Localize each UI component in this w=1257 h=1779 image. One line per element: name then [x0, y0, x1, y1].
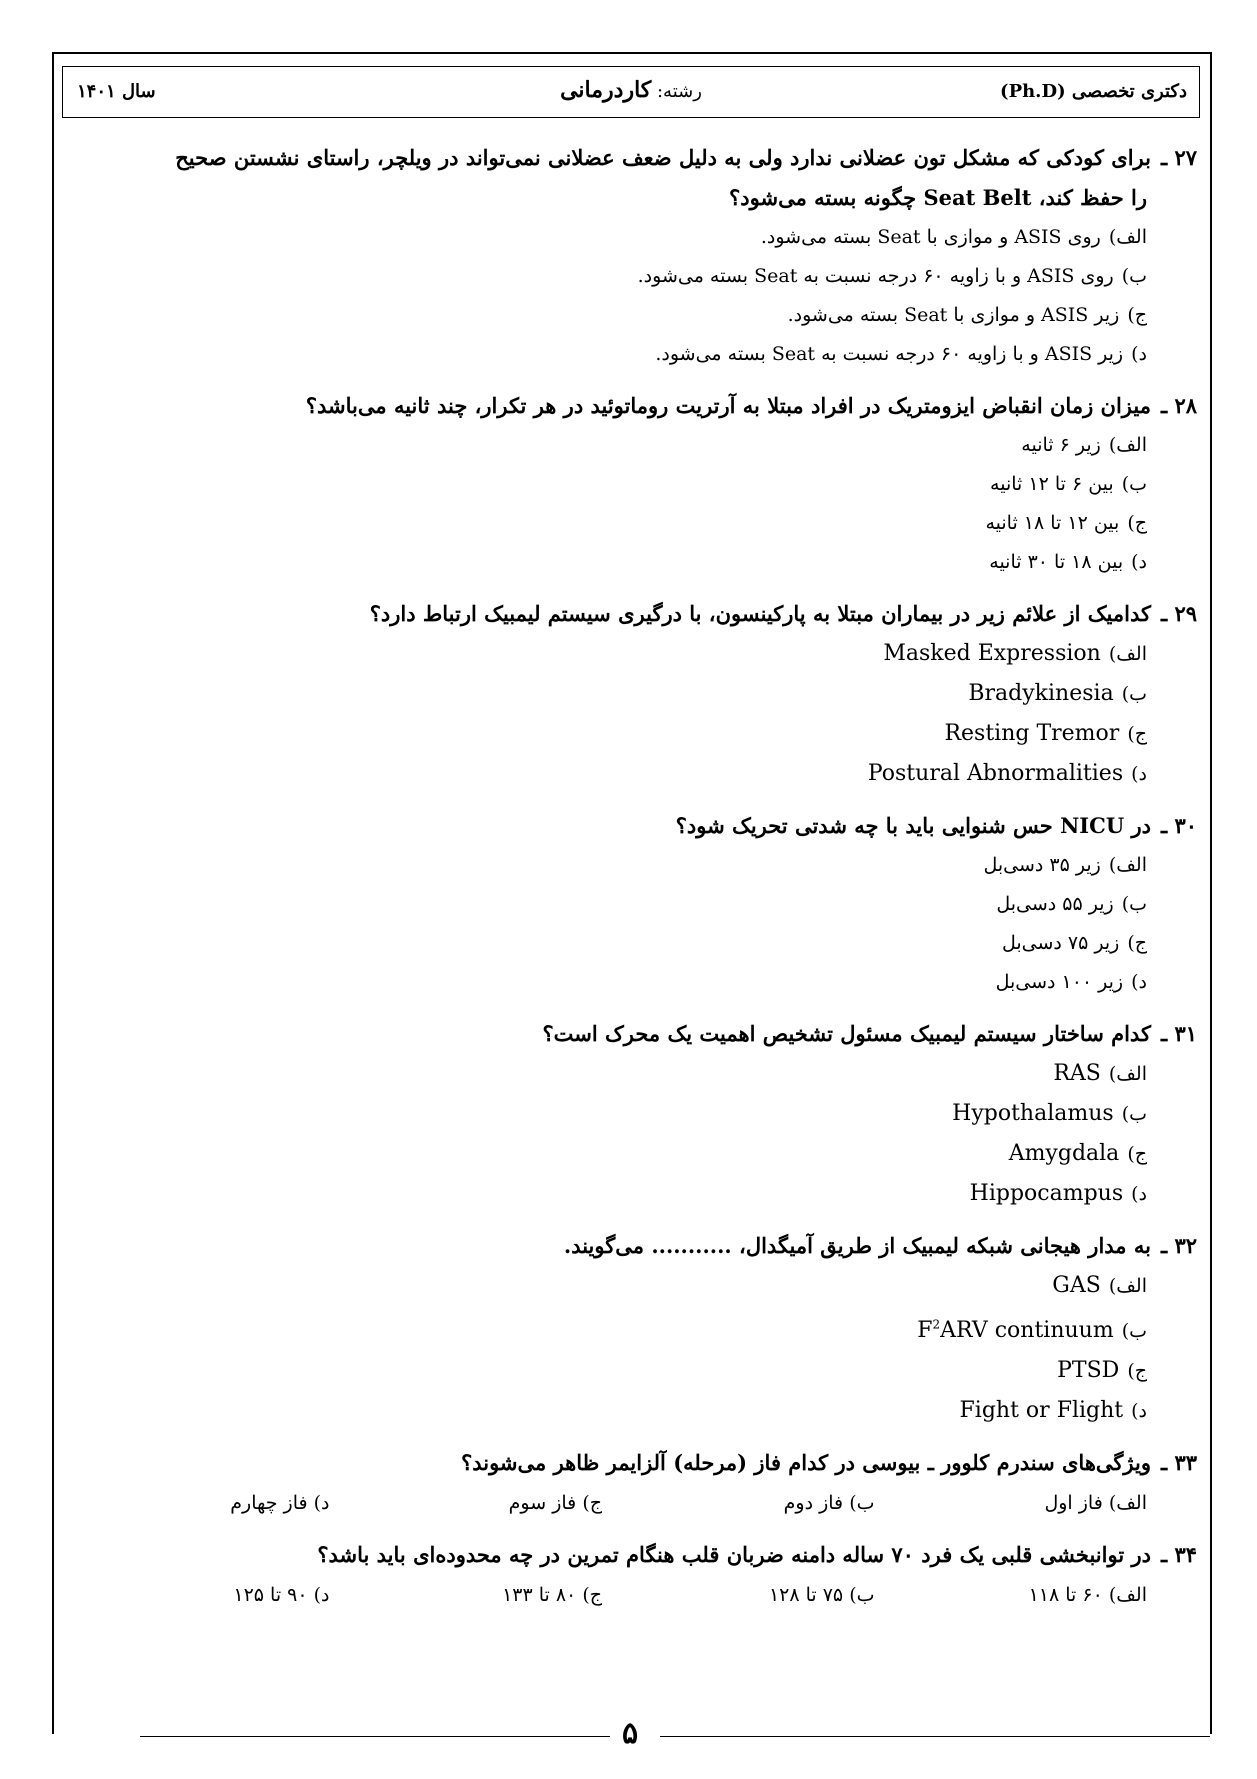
option-c[interactable] — [330, 1483, 603, 1523]
option-text — [917, 1318, 1113, 1343]
question-stem — [57, 1443, 1197, 1483]
option-text: Masked Expression — [883, 641, 1101, 666]
option-label: ج) — [1127, 512, 1147, 534]
option-d[interactable] — [57, 754, 1147, 794]
question-number: ۳۳ ـ — [1160, 1450, 1197, 1476]
question-stem — [57, 1014, 1197, 1054]
option-a[interactable] — [57, 218, 1147, 257]
option-text: فاز چهارم — [230, 1492, 308, 1515]
option-label: الف) — [1108, 643, 1147, 665]
option-text: زیر ASIS و موازی با Seat بسته می‌شود. — [787, 304, 1120, 326]
option-label: د) — [1131, 551, 1147, 573]
option-a[interactable] — [57, 1054, 1147, 1094]
option-b[interactable] — [57, 257, 1147, 296]
option-d[interactable] — [57, 1391, 1147, 1431]
option-b[interactable] — [57, 465, 1147, 504]
option-label: الف) — [1108, 1584, 1147, 1607]
option-label: ب) — [1121, 265, 1147, 287]
option-label: د) — [1131, 1400, 1147, 1423]
option-text: روی ASIS و با زاویه ۶۰ درجه نسبت به Seat بسته می‌شود. — [637, 265, 1114, 287]
field-of-study — [63, 77, 1199, 103]
question-32 — [57, 1226, 1197, 1431]
question-stem — [57, 806, 1197, 846]
option-label: ب) — [1121, 893, 1147, 915]
option-label: الف) — [1108, 1492, 1147, 1515]
option-text: فاز اول — [1044, 1492, 1103, 1515]
option-label: ج) — [582, 1584, 602, 1607]
option-label: الف) — [1108, 1063, 1147, 1085]
option-text: ۶۰ تا ۱۱۸ — [1028, 1584, 1103, 1607]
option-c[interactable] — [57, 296, 1147, 335]
question-stem — [57, 1226, 1197, 1266]
option-c[interactable] — [57, 504, 1147, 543]
stem-line-1: در توانبخشی قلبی یک فرد ۷۰ ساله دامنه ضربان قلب هنگام تمرین در چه محدوده‌ای باید باشد؟ — [317, 1542, 1151, 1568]
stem-line-1: کدامیک از علائم زیر در بیماران مبتلا به پارکینسون، با درگیری سیستم لیمبیک ارتباط دارد؟ — [369, 601, 1151, 626]
option-text: Hypothalamus — [952, 1101, 1114, 1126]
option-label: ب) — [849, 1492, 875, 1515]
question-33 — [57, 1443, 1197, 1523]
exam-year: سال ۱۴۰۱ — [77, 81, 156, 102]
field-value: کاردرمانی — [560, 77, 652, 103]
option-text: روی ASIS و موازی با Seat بسته می‌شود. — [760, 226, 1101, 248]
option-text: بین ۱۲ تا ۱۸ ثانیه — [985, 512, 1120, 534]
option-text: Postural Abnormalities — [867, 761, 1124, 786]
option-text: فاز سوم — [508, 1492, 577, 1515]
option-text: Fight or Flight — [959, 1398, 1124, 1424]
option-label: ج) — [1127, 1143, 1147, 1165]
question-34 — [57, 1535, 1197, 1615]
option-label: ج) — [1127, 304, 1147, 326]
page-header — [62, 66, 1200, 118]
stem-line-1: در NICU حس شنوایی باید با چه شدتی تحریک شود؟ — [675, 813, 1151, 838]
option-label: ج) — [1127, 932, 1147, 954]
superscript: 2 — [932, 1318, 941, 1332]
option-text: زیر ۳۵ دسی‌بل — [983, 854, 1101, 876]
question-27 — [57, 138, 1197, 374]
option-label: ب) — [1121, 1320, 1147, 1343]
page-number: ۵ — [621, 1716, 639, 1751]
option-text: بین ۱۸ تا ۳۰ ثانیه — [989, 551, 1124, 573]
option-text: ۹۰ تا ۱۲۵ — [233, 1584, 308, 1607]
option-d[interactable] — [57, 963, 1147, 1002]
option-c[interactable] — [57, 1134, 1147, 1174]
option-b[interactable] — [57, 1306, 1147, 1351]
option-c[interactable] — [330, 1575, 603, 1615]
option-a[interactable] — [875, 1575, 1148, 1615]
stem-line-1: برای کودکی که مشکل تون عضلانی ندارد ولی به دلیل ضعف عضلانی نمی‌تواند در ویلچر، راستای نشستن صحیح — [175, 145, 1151, 170]
option-label: الف) — [1108, 226, 1147, 248]
option-d[interactable] — [57, 1483, 330, 1523]
question-number: ۲۹ ـ — [1160, 601, 1197, 626]
option-label: ب) — [849, 1584, 875, 1607]
option-a[interactable] — [57, 1266, 1147, 1306]
question-stem — [57, 594, 1197, 634]
option-d[interactable] — [57, 1575, 330, 1615]
option-text: PTSD — [1057, 1358, 1120, 1384]
option-text: فاز دوم — [783, 1492, 844, 1515]
question-stem — [57, 1535, 1197, 1575]
question-number: ۳۲ ـ — [1160, 1233, 1197, 1258]
footer-rule-right — [660, 1736, 1210, 1737]
option-a[interactable] — [57, 634, 1147, 674]
option-text: RAS — [1053, 1061, 1101, 1086]
option-text: زیر ۷۵ دسی‌بل — [1001, 932, 1120, 954]
option-d[interactable] — [57, 1174, 1147, 1214]
option-text: Bradykinesia — [968, 681, 1114, 706]
option-text: Amygdala — [1008, 1141, 1120, 1166]
option-c[interactable] — [57, 924, 1147, 963]
option-text-suffix: ARV continuum — [940, 1318, 1114, 1344]
option-a[interactable] — [57, 426, 1147, 465]
option-text: زیر ۶ ثانیه — [1021, 434, 1101, 456]
question-31 — [57, 1014, 1197, 1214]
option-label: د) — [313, 1584, 330, 1607]
stem-line-1: ویژگی‌های سندرم کلوور ـ بیوسی در کدام فاز (مرحله) آلزایمر ظاهر می‌شوند؟ — [461, 1450, 1151, 1476]
option-a[interactable] — [57, 846, 1147, 885]
question-28 — [57, 386, 1197, 582]
question-stem — [57, 138, 1197, 218]
option-label: ج) — [582, 1492, 602, 1515]
option-text: زیر ۵۵ دسی‌بل — [996, 893, 1114, 915]
option-label: الف) — [1108, 854, 1147, 876]
option-text: بین ۶ تا ۱۲ ثانیه — [990, 473, 1114, 495]
option-b[interactable] — [57, 674, 1147, 714]
option-c[interactable] — [57, 1351, 1147, 1391]
option-label: ج) — [1127, 723, 1147, 745]
option-label: د) — [1131, 1183, 1147, 1205]
option-label: ب) — [1121, 683, 1147, 705]
exam-title: دکتری تخصصی (Ph.D) — [1000, 81, 1187, 102]
option-text-prefix: F — [917, 1318, 933, 1344]
option-text: زیر ۱۰۰ دسی‌بل — [995, 971, 1124, 993]
question-list — [57, 138, 1197, 1627]
question-number: ۲۸ ـ — [1160, 393, 1197, 418]
question-number: ۲۷ ـ — [1160, 145, 1197, 170]
option-text: Resting Tremor — [944, 721, 1120, 746]
question-number: ۳۴ ـ — [1160, 1542, 1197, 1568]
option-d[interactable] — [57, 335, 1147, 374]
option-label: ب) — [1121, 1103, 1147, 1125]
option-label: الف) — [1108, 1275, 1147, 1297]
option-b[interactable] — [602, 1483, 875, 1523]
option-a[interactable] — [875, 1483, 1148, 1523]
option-d[interactable] — [57, 543, 1147, 582]
question-30 — [57, 806, 1197, 1002]
option-label: الف) — [1108, 434, 1147, 456]
footer-rule-left — [140, 1736, 610, 1737]
field-label: رشته: — [656, 81, 702, 102]
stem-line-1: به مدار هیجانی شبکه لیمبیک از طریق آمیگدال، ........... می‌گویند. — [563, 1233, 1151, 1258]
question-29 — [57, 594, 1197, 794]
stem-line-2: را حفظ کند، Seat Belt چگونه بسته می‌شود؟ — [729, 185, 1147, 210]
option-text: Hippocampus — [969, 1181, 1124, 1206]
stem-line-1: کدام ساختار سیستم لیمبیک مسئول تشخیص اهمیت یک محرک است؟ — [542, 1021, 1151, 1046]
stem-line-1: میزان زمان انقباض ایزومتریک در افراد مبتلا به آرتریت روماتوئید در هر تکرار، چند ثانیه می‌باشد؟ — [305, 393, 1151, 418]
option-label: د) — [1131, 971, 1147, 993]
option-text: GAS — [1052, 1273, 1101, 1298]
option-b[interactable] — [57, 885, 1147, 924]
option-b[interactable] — [57, 1094, 1147, 1134]
option-text: ۸۰ تا ۱۳۳ — [502, 1584, 577, 1607]
option-label: د) — [313, 1492, 330, 1515]
option-label: د) — [1131, 763, 1147, 785]
question-number: ۳۱ ـ — [1160, 1021, 1197, 1046]
option-b[interactable] — [602, 1575, 875, 1615]
option-text: ۷۵ تا ۱۲۸ — [768, 1584, 844, 1607]
option-c[interactable] — [57, 714, 1147, 754]
option-label: ب) — [1121, 473, 1147, 495]
question-stem — [57, 386, 1197, 426]
question-number: ۳۰ ـ — [1160, 813, 1197, 838]
option-label: ج) — [1127, 1360, 1147, 1383]
option-label: د) — [1131, 343, 1147, 365]
option-text: زیر ASIS و با زاویه ۶۰ درجه نسبت به Seat بسته می‌شود. — [655, 343, 1124, 365]
